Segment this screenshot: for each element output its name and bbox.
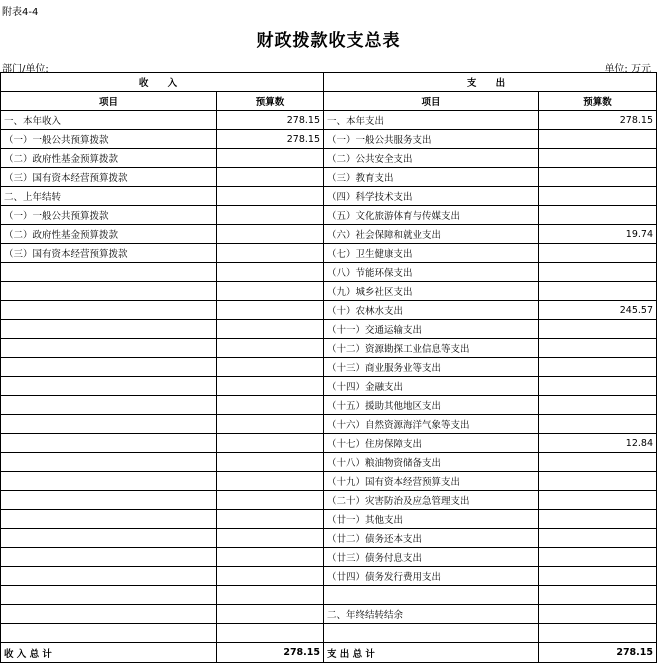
table-row [1,282,657,301]
income-item-cell: 一、本年收入 [1,111,217,130]
income-item-cell: 二、上年结转 [1,187,217,206]
table-row [1,529,657,548]
table-row [1,187,657,206]
table-row [1,472,657,491]
table-row [1,548,657,567]
attachment-number: 附表4-4 [2,7,39,18]
expense-item-cell: （十一）交通运输支出 [324,320,539,339]
table-row [1,244,657,263]
department-label: 部门/单位: [2,64,49,75]
table-row [1,510,657,529]
income-total-label: 收 入 总 计 [1,643,217,663]
income-item-cell [1,320,217,339]
income-item-cell [1,529,217,548]
income-value-cell [217,168,324,187]
expense-item-cell: （十五）援助其他地区支出 [324,396,539,415]
expense-item-cell: （一）一般公共服务支出 [324,130,539,149]
income-value-cell [217,453,324,472]
table-row [1,206,657,225]
income-item-cell: （三）国有资本经营预算拨款 [1,244,217,263]
income-value-cell [217,358,324,377]
expense-value-cell [539,548,657,567]
table-row [1,415,657,434]
expense-value-cell [539,320,657,339]
income-total-value: 278.15 [217,643,324,663]
income-item-cell: （二）政府性基金预算拨款 [1,225,217,244]
income-item-cell [1,377,217,396]
income-item-cell [1,263,217,282]
expense-item-cell: 二、年终结转结余 [324,605,539,624]
expense-item-cell [324,586,539,605]
expense-value-cell [539,510,657,529]
page-title: 财政拨款收支总表 [256,31,401,51]
expense-item-cell: （十四）金融支出 [324,377,539,396]
expense-value-cell [539,624,657,643]
table-row [1,168,657,187]
income-value-cell [217,415,324,434]
budget-summary-table [0,72,657,663]
table-row [1,225,657,244]
income-value-cell [217,149,324,168]
expense-value-cell [539,453,657,472]
income-value-cell [217,491,324,510]
table-row [1,605,657,624]
income-item-cell [1,434,217,453]
expense-item-header: 项目 [324,92,539,111]
expense-value-cell [539,244,657,263]
income-value-cell [217,605,324,624]
table-row [1,586,657,605]
expense-value-cell [539,567,657,586]
income-item-header: 项目 [1,92,217,111]
expense-value-cell [539,358,657,377]
unit-label: 单位: 万元 [604,64,651,75]
expense-item-cell: （七）卫生健康支出 [324,244,539,263]
income-item-cell: （三）国有资本经营预算拨款 [1,168,217,187]
income-item-cell: （一）一般公共预算拨款 [1,130,217,149]
income-value-cell [217,510,324,529]
income-value-cell [217,282,324,301]
income-value-cell [217,187,324,206]
income-item-cell [1,396,217,415]
expense-item-cell: （四）科学技术支出 [324,187,539,206]
expense-value-cell [539,263,657,282]
income-item-cell [1,358,217,377]
expense-value-cell [539,168,657,187]
income-item-cell [1,472,217,491]
expense-item-cell: 一、本年支出 [324,111,539,130]
table-row [1,320,657,339]
income-item-cell [1,510,217,529]
expense-item-cell: （十三）商业服务业等支出 [324,358,539,377]
expense-value-cell [539,206,657,225]
expense-value-cell [539,149,657,168]
expense-value-cell: 19.74 [539,225,657,244]
income-value-cell [217,244,324,263]
expense-item-cell: （十九）国有资本经营预算支出 [324,472,539,491]
income-item-cell [1,301,217,320]
income-item-cell [1,586,217,605]
expense-value-cell [539,339,657,358]
expense-value-cell [539,187,657,206]
table-row [1,339,657,358]
expense-item-cell [324,624,539,643]
income-item-cell [1,567,217,586]
income-value-cell [217,396,324,415]
expense-value-cell [539,491,657,510]
expense-item-cell: （三）教育支出 [324,168,539,187]
expense-value-cell [539,605,657,624]
expense-value-cell: 245.57 [539,301,657,320]
expense-item-cell: （六）社会保障和就业支出 [324,225,539,244]
income-value-cell [217,529,324,548]
expense-value-cell [539,282,657,301]
income-item-cell [1,624,217,643]
income-value-cell [217,586,324,605]
income-value-cell [217,472,324,491]
income-value-cell: 278.15 [217,130,324,149]
income-value-cell [217,225,324,244]
income-value-cell [217,377,324,396]
expense-header: 支 出 [324,73,657,92]
expense-item-cell: （廿四）债务发行费用支出 [324,567,539,586]
income-value-cell: 278.15 [217,111,324,130]
expense-value-cell: 12.84 [539,434,657,453]
table-row [1,149,657,168]
income-value-cell [217,624,324,643]
income-header: 收 入 [1,73,324,92]
income-value-cell [217,263,324,282]
expense-item-cell: （廿二）债务还本支出 [324,529,539,548]
table-row [1,130,657,149]
table-row [1,263,657,282]
expense-item-cell: （廿一）其他支出 [324,510,539,529]
expense-value-cell [539,130,657,149]
income-value-cell [217,206,324,225]
expense-item-cell: （五）文化旅游体育与传媒支出 [324,206,539,225]
table-row [1,301,657,320]
expense-item-cell: （十六）自然资源海洋气象等支出 [324,415,539,434]
table-row [1,624,657,643]
income-value-cell [217,301,324,320]
income-value-cell [217,548,324,567]
group-header-row [1,73,657,92]
table-row [1,453,657,472]
income-item-cell [1,605,217,624]
column-header-row [1,92,657,111]
table-row [1,358,657,377]
income-item-cell [1,453,217,472]
income-item-cell [1,491,217,510]
expense-value-cell: 278.15 [539,111,657,130]
income-value-cell [217,339,324,358]
total-row [1,643,657,663]
expense-item-cell: （十）农林水支出 [324,301,539,320]
expense-item-cell: （八）节能环保支出 [324,263,539,282]
expense-value-cell [539,415,657,434]
expense-item-cell: （十八）粮油物资储备支出 [324,453,539,472]
income-item-cell [1,282,217,301]
income-item-cell: （二）政府性基金预算拨款 [1,149,217,168]
expense-budget-header: 预算数 [539,92,657,111]
expense-item-cell: （二十）灾害防治及应急管理支出 [324,491,539,510]
expense-total-label: 支 出 总 计 [324,643,539,663]
expense-value-cell [539,529,657,548]
table-row [1,377,657,396]
expense-value-cell [539,586,657,605]
table-row [1,491,657,510]
table-row [1,111,657,130]
expense-item-cell: （廿三）债务付息支出 [324,548,539,567]
income-value-cell [217,567,324,586]
income-value-cell [217,320,324,339]
expense-item-cell: （九）城乡社区支出 [324,282,539,301]
expense-value-cell [539,396,657,415]
income-item-cell [1,339,217,358]
income-budget-header: 预算数 [217,92,324,111]
income-item-cell: （一）一般公共预算拨款 [1,206,217,225]
expense-total-value: 278.15 [539,643,657,663]
table-row [1,567,657,586]
income-value-cell [217,434,324,453]
expense-value-cell [539,377,657,396]
table-row [1,434,657,453]
expense-item-cell: （二）公共安全支出 [324,149,539,168]
income-item-cell [1,548,217,567]
table-row [1,396,657,415]
income-item-cell [1,415,217,434]
expense-item-cell: （十二）资源勘探工业信息等支出 [324,339,539,358]
expense-value-cell [539,472,657,491]
expense-item-cell: （十七）住房保障支出 [324,434,539,453]
